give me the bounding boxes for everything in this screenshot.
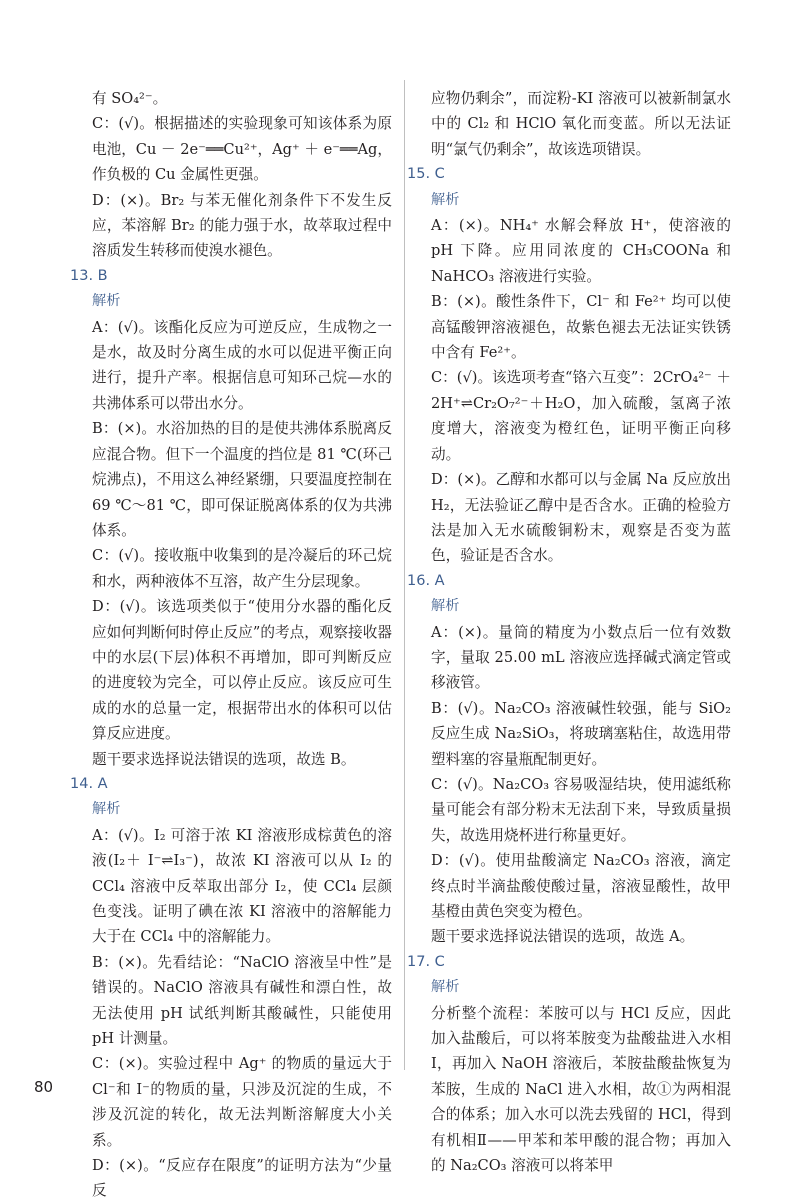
question-13-conclusion: 题干要求选择说法错误的选项，故选 B。 — [92, 750, 356, 768]
question-15-option-d: D：(×)。乙醇和水都可以与金属 Na 反应放出 H₂，无法验证乙醇中是否含水。正确的检验方法是加入无水硫酸铜粉末，观察是否变为蓝色，验证是否含水。 — [431, 471, 731, 565]
question-14-option-c: C：(×)。实验过程中 Ag⁺ 的物质的量远大于 Cl⁻和 I⁻的物质的量，只涉及沉淀的生成，不涉及沉淀的转化，故无法判断溶解度大小关系。 — [92, 1055, 392, 1149]
question-17-analysis-label: 解析 — [431, 979, 460, 996]
paragraph-so4: 有 SO₄²⁻。 — [92, 90, 168, 107]
column-divider — [404, 80, 405, 1070]
question-17-analysis-text: 分析整个流程：苯胺可以与 HCl 反应，因此加入盐酸后，可以将苯胺变为盐酸盐进入水相Ⅰ，再加入 NaOH 溶液后，苯胺盐酸盐恢复为苯胺，生成的 NaCl 进入水相，故①为两相混合的体系；加入水可以洗去残留的 HCl，得到有机相Ⅱ——甲苯和苯甲酸的混合物；再加入的 Na₂CO₃ 溶液可以将苯甲 — [431, 1004, 731, 1175]
question-16-analysis-label: 解析 — [431, 598, 460, 615]
question-16-option-a: A：(×)。量筒的精度为小数点后一位有效数字，量取 25.00 mL 溶液应选择碱式滴定管或移液管。 — [431, 623, 731, 692]
question-13-option-d: D：(√)。该选项类似于“使用分水器的酯化反应如何判断何时停止反应”的考点，观察接收器中的水层(下层)体积不再增加，即可判断反应的进度较为完全，可以停止反应。该反应可生成的水的总量一定，根据带出水的体积可以估算反应进度。 — [92, 598, 392, 743]
paragraph-12c: C：(√)。根据描述的实验现象可知该体系为原电池，Cu － 2e⁻══Cu²⁺，Ag⁺ ＋ e⁻══Ag，作负极的 Cu 金属性更强。 — [92, 115, 392, 184]
question-13-answer: 13. B — [70, 267, 108, 284]
question-13-option-b: B：(×)。水浴加热的目的是使共沸体系脱离反应混合物。但下一个温度的挡位是 81 ℃(环己烷沸点)，不用这么神经紧绷，只要温度控制在69 ℃～81 ℃，即可保证脱离体系的仅为共沸体系。 — [92, 420, 392, 539]
question-14-option-d: D：(×)。“反应存在限度”的证明方法为“少量反 — [92, 1157, 392, 1200]
question-14-option-b: B：(×)。先看结论：“NaClO 溶液呈中性”是错误的。NaClO 溶液具有碱性和漂白性，故无法使用 pH 试纸判断其酸碱性，只能使用 pH 计测量。 — [92, 953, 392, 1048]
question-13-option-c: C：(√)。接收瓶中收集到的是冷凝后的环己烷和水，两种液体不互溶，故产生分层现象。 — [92, 547, 392, 590]
question-13-analysis-label: 解析 — [92, 293, 121, 310]
question-16-option-d: D：(√)。使用盐酸滴定 Na₂CO₃ 溶液，滴定终点时半滴盐酸使酸过量，溶液显酸性，故甲基橙由黄色突变为橙色。 — [431, 852, 731, 920]
question-14-answer: 14. A — [70, 775, 108, 792]
question-15-option-a: A：(×)。NH₄⁺ 水解会释放 H⁺，使溶液的 pH 下降。应用同浓度的 CH₃COONa 和 NaHCO₃ 溶液进行实验。 — [431, 217, 731, 285]
paragraph-12d: D：(×)。Br₂ 与苯无催化剂条件下不发生反应，苯溶解 Br₂ 的能力强于水，故萃取过程中溶质发生转移而使溴水褪色。 — [92, 191, 392, 260]
page-number: 80 — [34, 1078, 54, 1096]
paragraph-14d-continued: 应物仍剩余”，而淀粉-KI 溶液可以被新制氯水中的 Cl₂ 和 HClO 氧化而变蓝。所以无法证明“氯气仍剩余”，故该选项错误。 — [431, 90, 731, 158]
question-15-option-b: B：(×)。酸性条件下，Cl⁻ 和 Fe²⁺ 均可以使高锰酸钾溶液褪色，故紫色褪去无法证实铁锈中含有 Fe²⁺。 — [431, 293, 731, 362]
left-column — [70, 86, 392, 1204]
question-17-answer: 17. C — [407, 953, 445, 970]
question-16-conclusion: 题干要求选择说法错误的选项，故选 A。 — [431, 928, 695, 946]
question-14-analysis-label: 解析 — [92, 801, 121, 818]
right-column — [407, 86, 731, 1178]
question-15-answer: 15. C — [407, 166, 445, 183]
question-15-analysis-label: 解析 — [431, 191, 460, 208]
question-14-option-a: A：(√)。I₂ 可溶于浓 KI 溶液形成棕黄色的溶液(I₂＋ I⁻⇌I₃⁻)，故浓 KI 溶液可以从 I₂ 的 CCl₄ 溶液中反萃取出部分 I₂，使 CCl₄ 层颜色变浅。证明了碘在浓 KI 溶液中的溶解能力大于在 CCl₄ 中的溶解能力。 — [92, 826, 392, 946]
question-16-option-b: B：(√)。Na₂CO₃ 溶液碱性较强，能与 SiO₂ 反应生成 Na₂SiO₃，将玻璃塞粘住，故选用带塑料塞的容量瓶配制更好。 — [431, 699, 731, 768]
question-15-option-c: C：(√)。该选项考查“铬六互变”：2CrO₄²⁻ ＋ 2H⁺⇌Cr₂O₇²⁻＋H₂O，加入硫酸，氢离子浓度增大，溶液变为橙红色，证明平衡正向移动。 — [431, 369, 731, 463]
question-16-option-c: C：(√)。Na₂CO₃ 容易吸湿结块，使用滤纸称量可能会有部分粉末无法刮下来，导致质量损失，故选用烧杯进行称量更好。 — [431, 775, 731, 844]
question-13-option-a: A：(√)。该酯化反应为可逆反应，生成物之一是水，故及时分离生成的水可以促进平衡正向进行，提升产率。根据信息可知环己烷—水的共沸体系可以带出水分。 — [92, 318, 392, 412]
question-16-answer: 16. A — [407, 572, 445, 589]
